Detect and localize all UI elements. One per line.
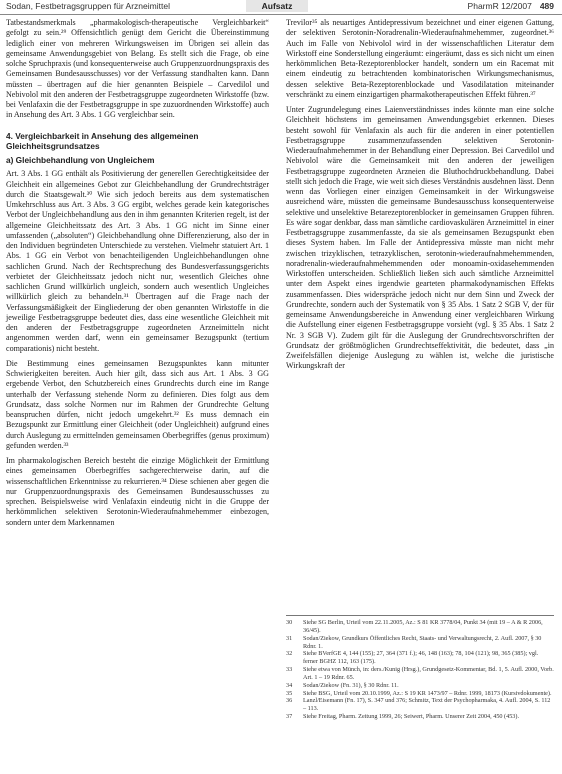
section-heading: 4. Vergleichbarkeit in Ansehung des allgemeinen Gleichheitsgrundsatzes [6, 130, 199, 151]
left-paragraph-3: Die Bestimmung eines gemeinsamen Bezugspunktes kann mitunter Schwierigkeiten bereiten. Auch hier gilt, dass sich aus Art. 1 Abs. 3 GG ergebende Verbot, den Schutzbereich eines Grundrechts durch eine im Range unterhalb der Verfassung stehende Norm zu definieren. Dies folgt aus dem Grundsatz, dass solche Normen nur im Rahmen der Grundrechte Geltung beanspruchen dürfen, nicht jedoch umgekehrt.³² Es muss demnach ein Bezugspunkt zur Ermittlung einer Gleichheit (oder Ungleichheit) aufgrund eines durch Auslegung zu ermittelnden gemeinsamen Oberbegriffes (genus proximum) gefunden werden.³³ [6, 358, 269, 450]
footnote-text: Lanzl/Eisemann (Fn. 17), S. 347 und 376; Schmitz, Text der Psychopharmaka, 4. Aufl. 2004, S. 112 – 113. [303, 697, 551, 713]
footnote [286, 697, 554, 713]
footnote [286, 650, 554, 666]
footnote-text: Sodan/Ziekow (Fn. 31), § 30 Rdnr. 11. [303, 681, 399, 689]
left-paragraph-4: Im pharmakologischen Bereich besteht die einzige Möglichkeit der Ermittlung eines gemeinsamen Oberbegriffes sachgerechterweise darin, auf die wissenschaftlichen Erkenntnisse zu rekurrieren.³⁴ Diese schienen aber gegen die nur Gruppenzuordnungspraxis des Gemeinsamen Bundesausschusses zu sprechen. Beispielsweise wird Venlafaxin eindeutig nicht in die Gruppe der herkömmlichen selektiven Serotonin-Wiederaufnahmehemmer einbezogen, sondern unter dem Markennamen [6, 456, 269, 527]
footnote-text: Sodan/Ziekow, Grundkurs Öffentliches Recht, Staats- und Verwaltungsrecht, 2. Aufl. 2007, § 30 Rdnr. 1. [303, 634, 542, 650]
footnote-text: Siehe BVerfGE 4, 144 (155); 27, 364 (371 f.); 46, 148 (163); 78, 104 (121); 98, 365 (385); vgl. ferner BGHZ 112, 163 (175). [303, 650, 539, 666]
footnote-text: Siehe Freitag, Pharm. Zeitung 1999, 26; Seiwert, Pharm. Unserer Zeit 2004, 450 (453). [303, 713, 520, 721]
footnote-text: Siehe BSG, Urteil vom 20.10.1999, Az.: S 19 KR 1473/97 – Rdnr. 1999, 18173 (Kursivdokumente). [303, 689, 552, 697]
page-number: 489 [539, 1, 554, 11]
journal-issue: PharmR 12/2007 [467, 1, 532, 11]
footnote [286, 682, 554, 690]
journal-info [468, 1, 554, 11]
footnote-number: 34 [286, 681, 293, 689]
right-paragraph-1: Trevilor³⁵ als neuartiges Antidepressivum bezeichnet und einer eigenen Gattung, der selektiven Serotonin-Noradrenalin-Wiederaufnahmehemmer, zugeordnet.³⁶ Auch im Falle von Nebivolol wird in der wissenschaftlichen Literatur dem Wirkstoff eine Sonderstellung eingeräumt: eingeräumt, dass es sich nicht um einen herkömmlichen Beta-Rezeptorenblocker handelt, sondern um ein Racemat mit einem eindeutig zu betrachtenden kombinatorischen Wirkungsmechanismus, dessen selektive Beta-Rezeptorenblockade und Vasodilatation miteinander verschränkt zu einem einzigartigen pharmakotherapeutischen Effekt führen.³⁷ [286, 18, 554, 99]
footnote-number: 31 [286, 634, 293, 642]
footnote-number: 30 [286, 619, 293, 626]
footnote-number: 35 [286, 689, 293, 697]
footnotes [286, 619, 554, 721]
header-rule [0, 14, 562, 15]
footnote [286, 713, 554, 721]
right-paragraph-2: Unter Zugrundelegung eines Laienverständnisses indes könnte man eine solche Gleichheit höchstens im gemeinsamen Anwendungsgebiet erkennen. Dieses besteht sowohl für Venlafaxin als auch für die anderen in einer potentiellen Festbetragsgruppe zusammenzufassenden selektiven Serotonin-Wiederaufnahmehemmer in der Behandlung einer Depression. Bei Carvedilol und Nebivolol wäre die Gemeinsamkeit mit den anderen der jeweiligen Festbetragsgruppe zugeordneten Arzneien die Bluthochdruckbehandlung. Dabei stellt sich jedoch die Frage, wie weit sich dieses Verständnis ausdehnen lässt. Denn wenn das Vorliegen einer einzigen Gemeinsamkeit in der Wirkungsweise ausreichend wäre, müssten die gemeinsame Bundesausschuss konsequenterweise selektive und unselektive Betarezeptorenblocker in gemeinsamen Gruppen führen. Es wäre sogar denkbar, dass man sämtliche cardiovaskulären Arzneimittel in einer Festbetragsgruppe zusammenfasste, da sie als gemeinsamen Bezugspunkt eben dieses System haben. Im Falle der Antidepressiva müsste man nicht mehr zwischen trizyklischen, tetrazyklischen, serotonin-wiederaufnahmehemmenden, noradrenalin-wiederaufnahmehemmenden oder monoamin-oxidasehemmenden Wirkstoffen unterscheiden. Schließlich ließen sich auch sämtliche Arzneimittel unter dem Aspekt eines irgendwie gearteten pharmakodynamischen Effekts zusammenfassen. Dies widerspräche jedoch nicht nur dem Sinn und Zweck der Grundrechte, sondern auch der Systematik von § 35 Abs. 1 Satz 2 SGB V, der für gemeinsame Anwendungsbereiche in Anwendung einer vergleichbaren Wirkung die Aufstellung einer eigenen Festbetragsgruppe vorsieht (vgl. § 35 Abs. 1 Satz 2 Nr. 3 SGB V). Zudem gilt für die Auslegung der Grundrechtsvorschriften der Grundsatz der größtmöglichen Grundrechtseffektivität, die bedeutet, dass „in Zweifelsfällen diejenige Auslegung zu wählen ist, welche die juristische Wirkungskraft der [286, 105, 554, 371]
footnote [286, 619, 554, 635]
running-header [0, 0, 562, 14]
footnote [286, 666, 554, 682]
footnote-number: 33 [286, 666, 293, 674]
footnote-text: Siehe etwa von Münch, in: ders./Kunig (Hrsg.), Grundgesetz-Kommentar, Bd. 1, 5. Aufl. 2000, Vorb. Art. 1 – 19 Rdnr. 65. [303, 666, 554, 681]
right-column [286, 18, 554, 372]
left-column [6, 18, 269, 528]
section-label: Aufsatz [246, 0, 308, 12]
left-paragraph-2: Art. 3 Abs. 1 GG enthält als Positivierung der generellen Gerechtigkeitsidee der Gleichheit ein allgemeines Gebot zur Gleichbehandlung der Grundrechtsträger durch die Staatsgewalt.³⁰ Wie sich jedoch bereits aus dem systematischen Umkehrschluss aus Art. 3 Abs. 3 GG ergibt, welches gerade kein kategorisches Verbot der Ungleichbehandlung aus den in ihm genannten Kriterien regelt, ist der allgemeine Gleichheitssatz des Art. 3 Abs. 1 GG nicht im Sinne einer umfassenden („absoluten“) Gleichbehandlung ohne Differenzierung, also der in den Individuen begründeten Unterschiede zu verstehen. Vielmehr statuiert Art. 1 Abs. 1 GG ein Verbot von benachteiligenden Ungleichbehandlungen ohne sachlichen Grund. Nach der Rechtsprechung des Bundesverfassungsgerichts verbietet der Gleichheitssatz jedoch nicht nur, wesentlich Gleiches ohne sachlichen Grund willkürlich ungleich, sondern auch wesentlich Ungleiches willkürlich gleich zu behandeln.³¹ Übertragen auf die Frage nach der Verfassungsmäßigkeit der Eingliederung der oben genannten Wirkstoffe in die jeweilige Festbetragsgruppe bedeutet dies, dass eine wesentliche Gleichheit mit den anderen der Festbetragsgruppe zugeordneten Arzneimitteln nicht angenommen werden darf, wenn ein gemeinsamer Bezugspunkt (tertium comparationis) nicht besteht. [6, 169, 269, 353]
left-paragraph-1: Tatbestandsmerkmals „pharmakologisch-therapeutische Vergleichbarkeit“ gefolgt zu sein.²⁹ Offensichtlich genügt dem Gericht die Übereinstimmung lediglich einer von mehreren Wirkungsweisen im Übrigen sei allein das gemeinsame Anwendungsgebiet von Belang. Es stellt sich die Frage, ob eine solche Spruchpraxis (und konsequenterweise auch Gruppenzuordnungspraxis des Gemeinsamen Bundesausschusses) vor der Verfassung standhalten kann. Dann müssten – übertragen auf die hier genannten Beispiele – Carvedilol und Nebivolol mit den anderen der Festbetragsgruppe zugeordneten Wirkstoffe (bzw. bei Venlafaxin die der Festbetragsgruppe in spe zuzuordnenden Wirkstoffe) auch in Ansehung des Art. 3 Abs. 1 GG vergleichbar sein. [6, 18, 269, 120]
subsection-heading: a) Gleichbehandlung von Ungleichem [6, 155, 155, 166]
running-title: Sodan, Festbetragsgruppen für Arzneimittel [6, 1, 170, 11]
footnote-number: 32 [286, 650, 293, 658]
footnote [286, 635, 554, 651]
footnote-text: Siehe SG Berlin, Urteil vom 22.11.2005, Az.: S 81 KR 3778/04, Punkt 34 (mit 19 – A & R 2006, 36/45). [303, 619, 543, 634]
footnote-number: 36 [286, 697, 293, 705]
footnote-number: 37 [286, 713, 293, 721]
footnote [286, 690, 554, 698]
footnote-separator [286, 615, 554, 616]
